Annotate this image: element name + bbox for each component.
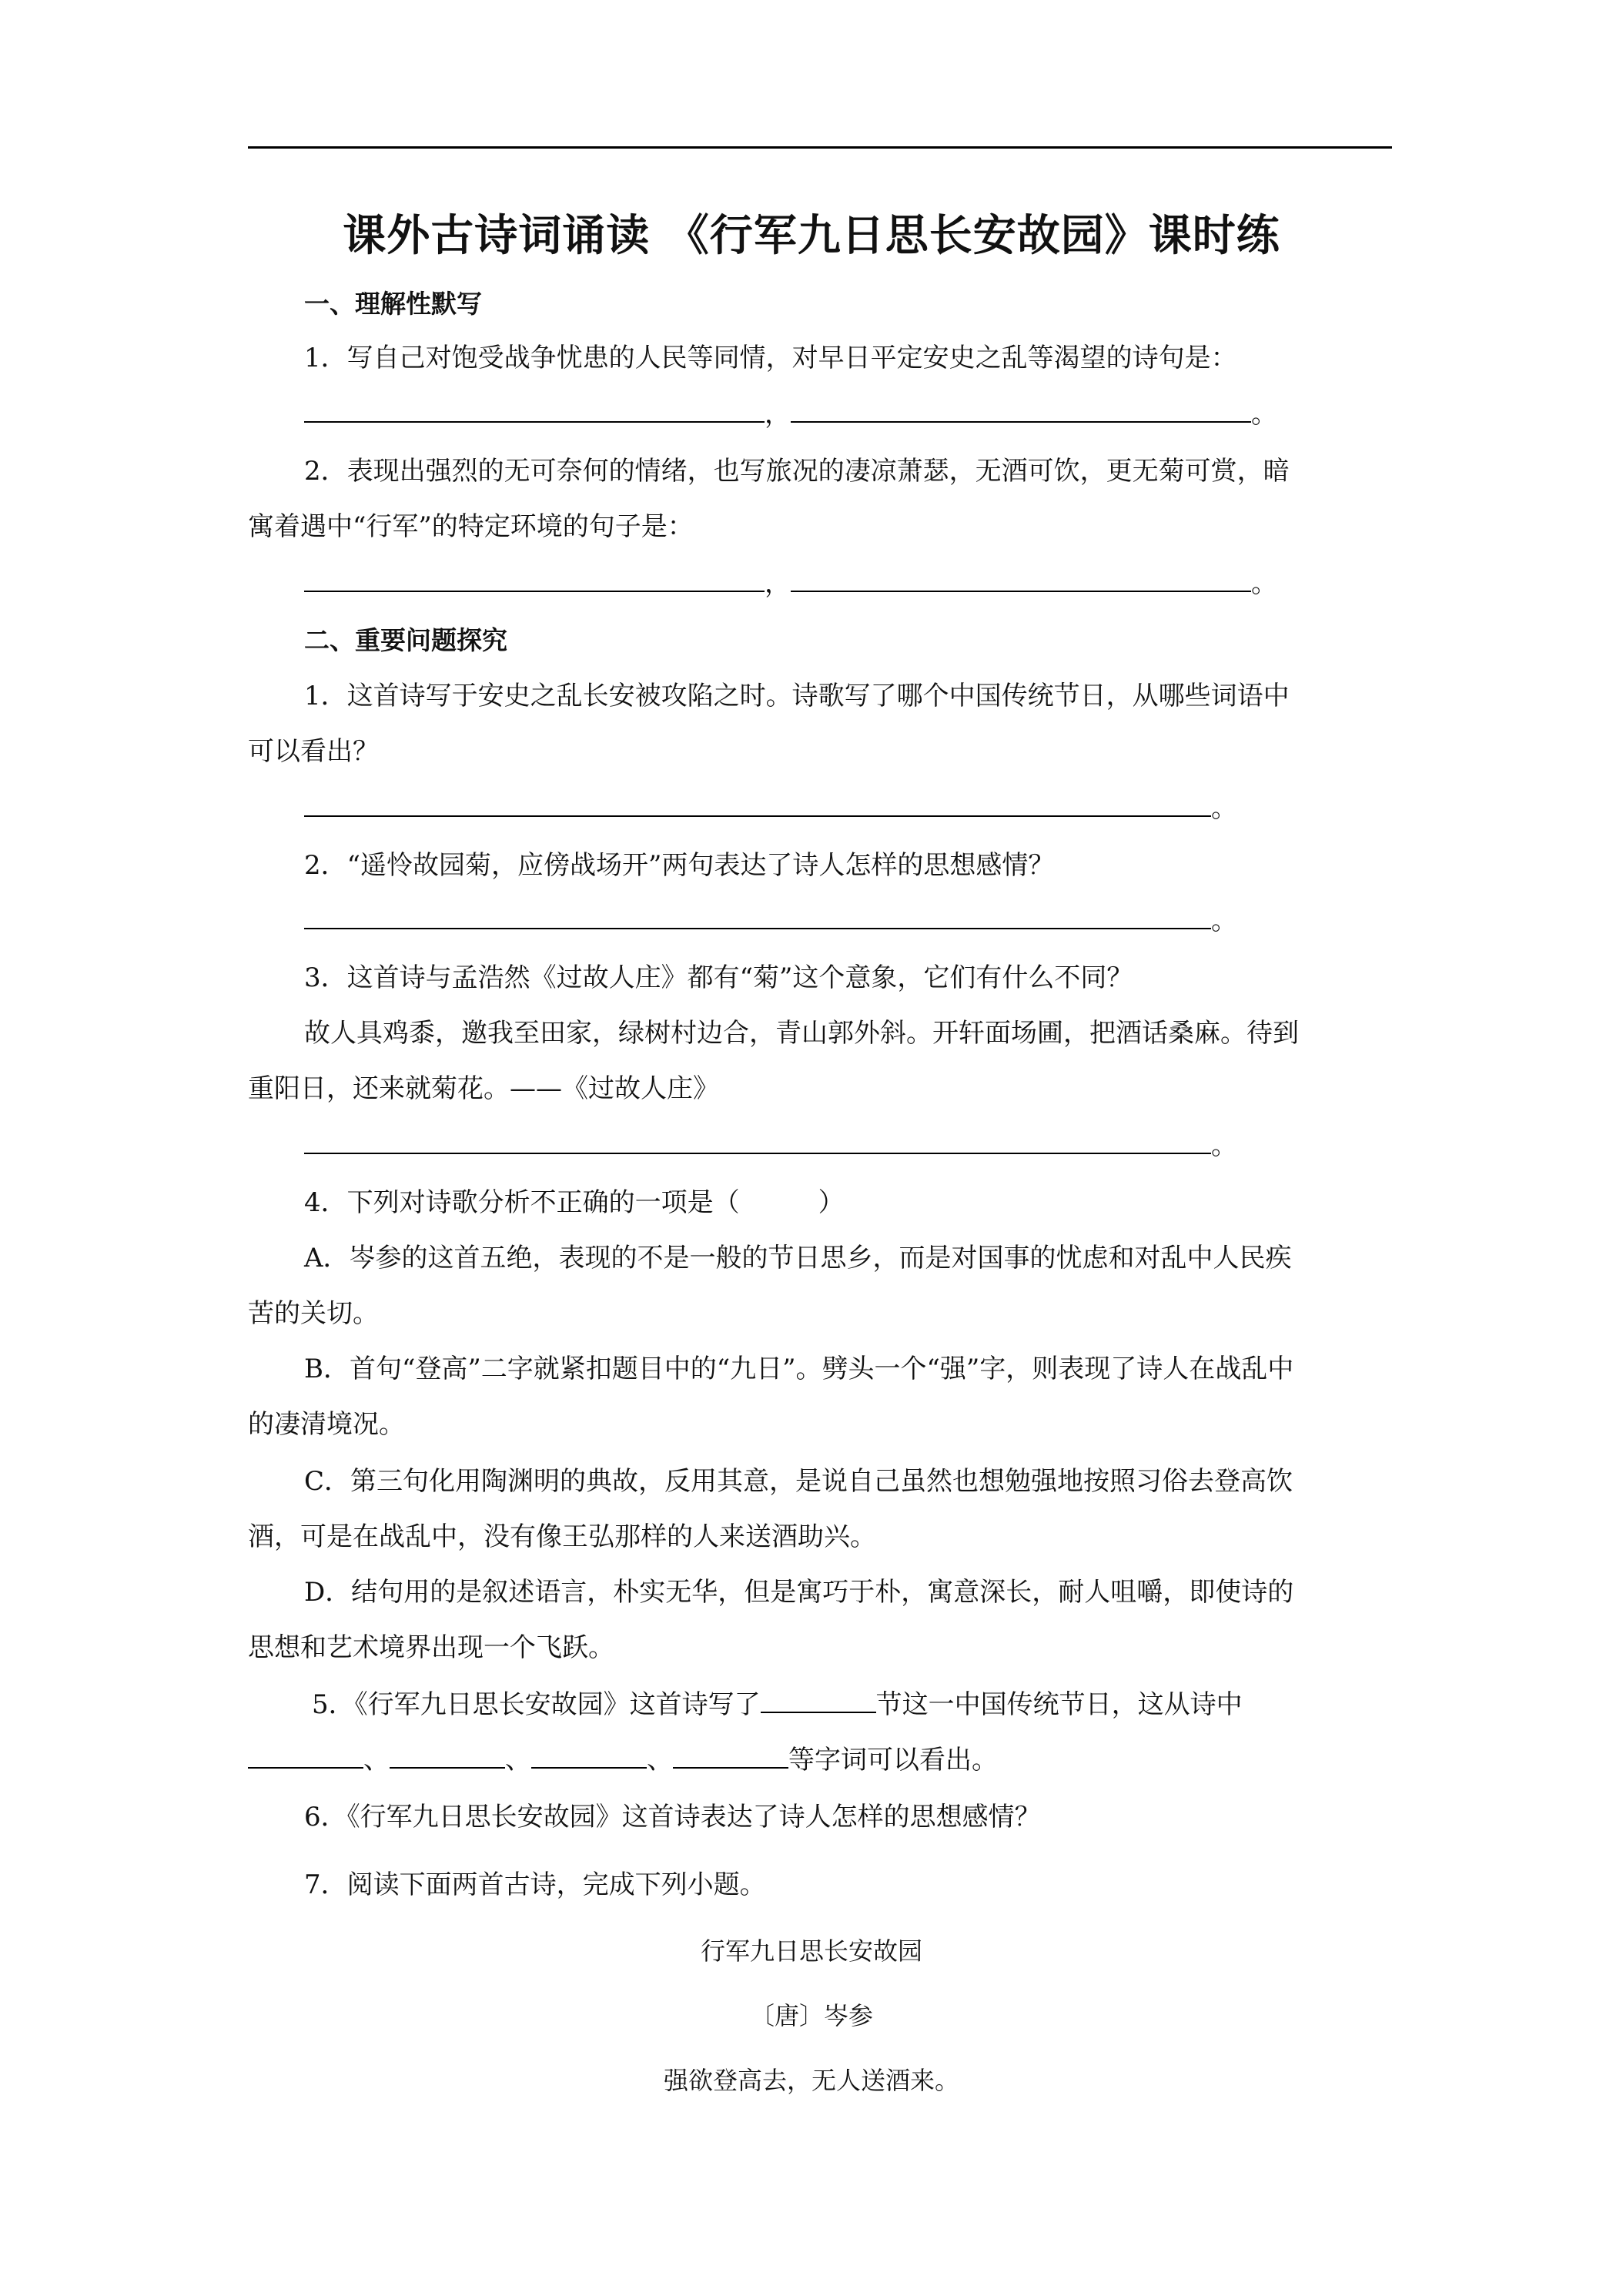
option-b: B．首句“登高”二字就紧扣题目中的“九日”。劈头一个“强”字，则表现了诗人在战乱中 xyxy=(304,1354,1294,1384)
period: 。 xyxy=(1211,1130,1237,1161)
question-1-2-cont: 寓着遇中“行军”的特定环境的句子是： xyxy=(248,511,694,542)
option-a-cont: 苦的关切。 xyxy=(248,1298,379,1329)
separator: 、 xyxy=(505,1745,531,1776)
question-2-1: 1．这首诗写于安史之乱长安被攻陷之时。诗歌写了哪个中国传统节日，从哪些词语中 xyxy=(304,681,1290,711)
separator: 、 xyxy=(363,1745,390,1776)
question-2-7: 7．阅读下面两首古诗，完成下列小题。 xyxy=(304,1869,766,1900)
question-2-6: 6．《行军九日思长安故园》这首诗表达了诗人怎样的思想感情？ xyxy=(304,1802,1041,1832)
top-rule xyxy=(248,146,1392,149)
page-title: 课外古诗词诵读 《行军九日思长安故园》课时练 xyxy=(343,211,1280,261)
answer-blank[interactable] xyxy=(304,400,765,423)
answer-blank[interactable] xyxy=(673,1745,788,1769)
answer-blank[interactable] xyxy=(761,1690,876,1713)
period: 。 xyxy=(1251,568,1277,599)
section-heading-1: 一、理解性默写 xyxy=(304,289,482,319)
answer-row-1-1 xyxy=(304,399,1277,430)
comma: ， xyxy=(765,568,791,599)
answer-blank[interactable] xyxy=(531,1745,647,1769)
question-2-5-cont xyxy=(248,1745,998,1776)
q5-text: 节这一中国传统节日，这从诗中 xyxy=(875,1689,1243,1720)
period: 。 xyxy=(1211,793,1237,824)
poem-author: 〔唐〕岑参 xyxy=(749,2001,873,2030)
question-1-1: 1．写自己对饱受战争忧患的人民等同情，对早日平定安史之乱等渴望的诗句是： xyxy=(304,343,1237,373)
question-2-3-poem-cont: 重阳日，还来就菊花。——《过故人庄》 xyxy=(248,1073,719,1104)
question-2-3-poem: 故人具鸡黍，邀我至田家，绿树村边合，青山郭外斜。开轩面场圃，把酒话桑麻。待到 xyxy=(304,1018,1299,1049)
answer-row-2-2 xyxy=(304,905,1237,936)
option-d: D．结句用的是叙述语言，朴实无华，但是寓巧于朴，寓意深长，耐人咀嚼，即使诗的 xyxy=(304,1577,1294,1608)
answer-row-2-1 xyxy=(304,793,1237,824)
answer-blank[interactable] xyxy=(390,1745,505,1769)
q5-text: 5．《行军九日思长安故园》这首诗写了 xyxy=(312,1689,761,1720)
question-2-4: 4．下列对诗歌分析不正确的一项是（ ） xyxy=(304,1187,845,1218)
question-2-3: 3．这首诗与孟浩然《过故人庄》都有“菊”这个意象，它们有什么不同？ xyxy=(304,962,1133,993)
poem-line: 强欲登高去，无人送酒来。 xyxy=(663,2066,959,2095)
option-d-cont: 思想和艺术境界出现一个飞跃。 xyxy=(248,1632,614,1663)
separator: 、 xyxy=(647,1745,673,1776)
answer-blank[interactable] xyxy=(791,569,1251,592)
comma: ， xyxy=(765,399,791,430)
question-2-1-cont: 可以看出？ xyxy=(248,736,379,767)
option-c-cont: 酒，可是在战乱中，没有像王弘那样的人来送酒助兴。 xyxy=(248,1521,876,1552)
option-b-cont: 的凄清境况。 xyxy=(248,1409,405,1440)
option-c: C．第三句化用陶渊明的典故，反用其意，是说自己虽然也想勉强地按照习俗去登高饮 xyxy=(304,1466,1293,1497)
period: 。 xyxy=(1211,905,1237,936)
poem-title: 行军九日思长安故园 xyxy=(700,1936,922,1966)
answer-row-1-2 xyxy=(304,568,1277,599)
answer-row-2-3 xyxy=(304,1130,1237,1161)
section-heading-2: 二、重要问题探究 xyxy=(304,625,507,655)
question-2-2: 2．“遥怜故园菊，应傍战场开”两句表达了诗人怎样的思想感情？ xyxy=(304,850,1055,881)
question-1-2: 2．表现出强烈的无可奈何的情绪，也写旅况的凄凉萧瑟，无酒可饮，更无菊可赏，暗 xyxy=(304,456,1290,487)
answer-blank[interactable] xyxy=(304,906,1211,929)
period: 。 xyxy=(1251,399,1277,430)
answer-blank[interactable] xyxy=(304,794,1211,817)
option-a: A．岑参的这首五绝，表现的不是一般的节日思乡，而是对国事的忧虑和对乱中人民疾 xyxy=(304,1243,1292,1274)
answer-blank[interactable] xyxy=(304,1131,1211,1154)
question-2-5 xyxy=(312,1689,1243,1720)
answer-blank[interactable] xyxy=(248,1745,363,1769)
answer-blank[interactable] xyxy=(791,400,1251,423)
answer-blank[interactable] xyxy=(304,569,765,592)
q5-text: 等字词可以看出。 xyxy=(788,1745,998,1776)
